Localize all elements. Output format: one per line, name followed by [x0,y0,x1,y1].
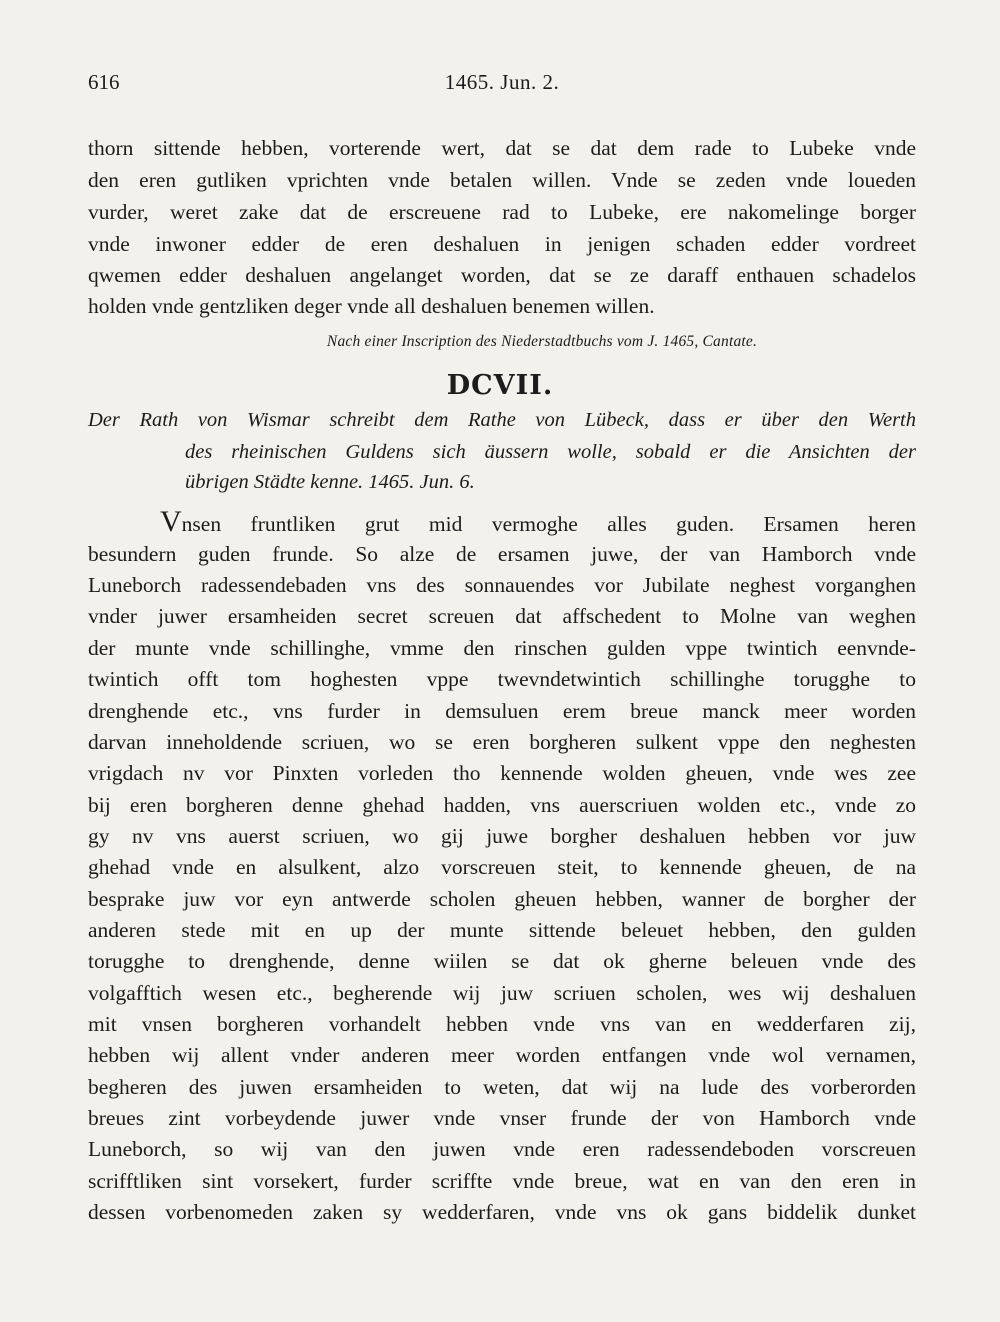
body-line: dessen vorbenomeden zaken sy wedderfaren, vnde vns ok gans biddelik dunket [88,1200,916,1224]
body-line: besundern guden frunde. So alze de ersamen juwe, der van Hamborch vnde [88,542,916,566]
document-number: DCVII. [446,370,554,401]
body-line: Luneborch radessendebaden vns des sonnauendes vor Jubilate neghest vorganghen [88,573,916,597]
text-line: qwemen edder deshaluen angelanget worden, dat se ze daraff enthauen schadelos [88,263,916,287]
page-number: 616 [88,70,120,94]
first-body-line [160,507,916,537]
summary-line: Der Rath von Wismar schreibt dem Rathe von Lübeck, dass er über den Werth [88,409,916,431]
body-line: scrifftliken sint vorsekert, furder scriffte vnde breue, wat en van den eren in [88,1169,916,1193]
first-line-text: nsen fruntliken grut mid vermoghe alles guden. Ersamen heren [181,512,916,536]
body-line: breues zint vorbeydende juwer vnde vnser frunde der von Hamborch vnde [88,1106,916,1130]
body-line: hebben wij allent vnder anderen meer worden entfangen vnde wol vernamen, [88,1043,916,1067]
body-line: ghehad vnde en alsulkent, alzo vorscreuen steit, to kennende gheuen, de na [88,855,916,879]
page-header [88,70,916,102]
body-line: torugghe to drenghende, denne wiilen se dat ok gherne beleuen vnde des [88,949,916,973]
body-line: vrigdach nv vor Pinxten vorleden tho kennende wolden gheuen, vnde wes zee [88,761,916,785]
body-line: volgafftich wesen etc., begherende wij juw scriuen scholen, wes wij deshaluen [88,981,916,1005]
source-note: Nach einer Inscription des Niederstadtbuchs vom J. 1465, Cantate. [326,333,758,350]
text-line: den eren gutliken vprichten vnde betalen willen. Vnde se zeden vnde loueden [88,168,916,192]
text-line: vurder, weret zake dat de erscreuene rad to Lubeke, ere nakomelinge borger [88,200,916,224]
body-line: anderen stede mit en up der munte sittende beleuet hebben, den gulden [88,918,916,942]
text-line: vnde inwoner edder de eren deshaluen in jenigen schaden edder vordreet [88,232,916,256]
body-line: vnder juwer ersamheiden secret screuen dat affschedent to Molne van weghen [88,604,916,628]
text-line: holden vnde gentzliken deger vnde all deshaluen benemen willen. [88,294,655,318]
body-line: begheren des juwen ersamheiden to weten, dat wij na lude des vorberorden [88,1075,916,1099]
body-line: darvan inneholdende scriuen, wo se eren borgheren sulkent vppe den neghesten [88,730,916,754]
text-line: thorn sittende hebben, vorterende wert, dat se dat dem rade to Lubeke vnde [88,136,916,160]
initial-letter: V [160,505,182,538]
body-line: der munte vnde schillinghe, vmme den rinschen gulden vppe twintich eenvnde- [88,636,916,660]
body-line: gy nv vns auerst scriuen, wo gij juwe borgher deshaluen hebben vor juw [88,824,916,848]
body-line: bij eren borgheren denne ghehad hadden, vns auerscriuen wolden etc., vnde zo [88,793,916,817]
body-line: mit vnsen borgheren vorhandelt hebben vnde vns van en wedderfaren zij, [88,1012,916,1036]
body-line: besprake juw vor eyn antwerde scholen gheuen hebben, wanner de borgher der [88,887,916,911]
running-head: 1465. Jun. 2. [444,70,560,94]
body-line: twintich offt tom hoghesten vppe twevndetwintich schillinghe torugghe to [88,667,916,691]
summary-line: übrigen Städte kenne. 1465. Jun. 6. [185,471,475,493]
summary-line: des rheinischen Guldens sich äussern wolle, sobald er die Ansichten der [185,441,916,463]
body-line: drenghende etc., vns furder in demsuluen erem breue manck meer worden [88,699,916,723]
body-line: Luneborch, so wij van den juwen vnde eren radessendeboden vorscreuen [88,1137,916,1161]
